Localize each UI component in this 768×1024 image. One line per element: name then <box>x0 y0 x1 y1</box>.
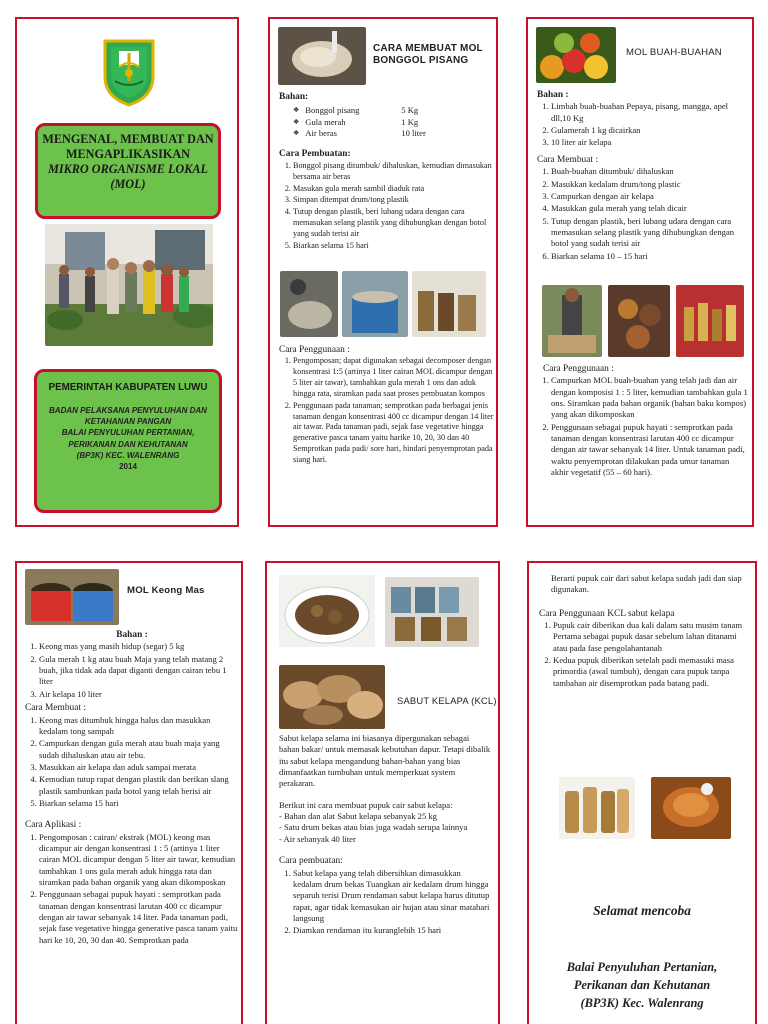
list-item: 2. Gula merah 1 kg atau buah Maja yang telah matang 2 buah, jika tidak ada dapat diganti dengan cairan tebu 1 liter <box>39 654 239 688</box>
bonggol-penggunaan <box>279 344 495 467</box>
list-item: 1. Campurkan MOL buah-buahan yang telah jadi dan air dengan komposisi 1 : 5 liter, kemudian tambahkan gula 1 ons. Siramkan pada bahan organik (bahan baku kompos) yang akan dikomposkan <box>551 375 749 420</box>
list-item: 2. Gulamerah 1 kg dicairkan <box>551 125 749 136</box>
gov-title: PEMERINTAH KABUPATEN LUWU <box>48 382 208 393</box>
sabut-title: SABUT KELAPA (KCL) <box>397 695 497 706</box>
panel-cover <box>15 17 239 527</box>
bonggol-pembuatan-heading: Cara Pembuatan: <box>279 149 351 160</box>
sabut-pembuatan-heading: Cara pembuatan: <box>279 856 343 867</box>
list-item: 2. Penggunaan sebagai pupuk hayati : semprotkan pada tanaman dengan konsentrasi larutan 400 cc dicampur dengan air tawar sebanyak 14 liter. Untuk tanaman padi, waktu penyemprotan dilakukan pada umur tanaman akhir vegetatif (55 – 60 hari). <box>551 422 749 479</box>
list-item: - Satu drum bekas atau bias juga wadah serupa lainnya <box>279 822 468 833</box>
buah-process-photo-1 <box>542 285 602 357</box>
buah-bahan-list <box>537 101 749 148</box>
gov-year: 2014 <box>119 461 137 471</box>
bonggol-process-photo-1 <box>280 271 338 337</box>
list-item: 2. Masukan gula merah sambil diaduk rata <box>293 184 495 195</box>
list-item: 3. Campurkan dengan air kelapa <box>551 191 749 202</box>
bonggol-penggunaan-list <box>279 356 495 465</box>
kcl-bottles-photo <box>559 777 635 839</box>
buah-bahan-heading: Bahan : <box>537 90 569 100</box>
list-item: 4. Kemudian tutup rapat dengan plastik dan berikan slang plastik sambunkan pada botol yang telah berisi air <box>39 774 239 797</box>
closing-greeting: Selamat mencoba <box>593 903 691 918</box>
bonggol-title-line2: BONGGOL PISANG <box>373 55 469 66</box>
buah-content <box>537 89 749 263</box>
gov-line4: PERIKANAN DAN KEHUTANAN <box>68 439 188 449</box>
fruits-photo <box>536 27 616 83</box>
buah-membuat-list <box>537 166 749 262</box>
keong-title: MOL Keong Mas <box>127 585 205 596</box>
keong-aplikasi-list <box>25 832 239 946</box>
gov-line3: BALAI PENYULUHAN PERTANIAN, <box>61 428 195 438</box>
cover-title-line2: MENGAPLIKASIKAN <box>66 147 190 161</box>
panel-keong-mas <box>15 561 243 1024</box>
buah-title: MOL BUAH-BUAHAN <box>626 47 722 58</box>
list-item: 2. Kedua pupuk diberikan setelah padi memasuki masa primordia (awal tumbuh), dengan cara pupuk tanpa tambahan air disemprotkan pada batang padi. <box>553 655 749 689</box>
sign-line1: Balai Penyuluhan Pertanian, <box>566 960 718 974</box>
list-item: 1. Bonggol pisang ditumbuk/ dihaluskan, kemudian dimasukan bersama air beras <box>293 161 495 183</box>
cover-title-line1: MENGENAL, MEMBUAT DAN <box>42 132 214 146</box>
panel-bonggol-pisang <box>268 17 498 527</box>
cover-photo-farmers <box>45 224 213 346</box>
panel-sabut-kelapa <box>265 561 500 1024</box>
cover-title-line3: MIKRO ORGANISME LOKAL <box>48 162 208 176</box>
buah-membuat-heading: Cara Membuat : <box>537 154 598 165</box>
keong-membuat-list <box>25 715 239 810</box>
sign-line3: (BP3K) Kec. Walenrang <box>580 995 704 1010</box>
banana-stump-photo <box>278 27 366 85</box>
snail-buckets-photo <box>25 569 119 625</box>
list-item: 3. Masukkan air kelapa dan aduk sampai merata <box>39 762 239 773</box>
list-item: 1. Sabut kelapa yang telah dibersihkan dimasukkan kedalam drum bekas Tuangkan air kedalam drum hingga separuh terisi Drum rendaman sabut kelapa harus ditutup rapat, agar tidak kemasukan air hujan atau sinar matahari langsung <box>293 868 491 925</box>
cover-government-box <box>34 369 222 513</box>
list-item: 5. Biarkan selama 15 hari <box>293 241 495 252</box>
bonggol-pembuatan-list <box>279 161 495 252</box>
closing-intro: Berarti pupuk cair dari sabut kelapa sudah jadi dan siap digunakan. <box>551 573 742 595</box>
sabut-berikut: Berikut ini cara membuat pupuk cair sabut kelapa: <box>279 799 453 810</box>
list-item: 2. Masukkan kedalam drum/tong plastic <box>551 179 749 190</box>
jars-photo <box>385 577 479 647</box>
buah-process-photo-3 <box>676 285 744 357</box>
list-item: ❖ Air beras 10 liter <box>293 128 495 139</box>
bonggol-process-photo-3 <box>412 271 486 337</box>
luwu-emblem-logo <box>101 37 157 107</box>
sabut-intro: Sabut kelapa selama ini biasanya dipergunakan sebagai bahan bakar/ untuk memasak kebutuhan dapur. Tetapi dibalik itu sabut kelapa mengandung bahan-bahan yang bias dimanfaatkan tumbuhan untuk memperkuat system perakaran. <box>279 733 491 789</box>
list-item: 5. Biarkan selama 15 hari <box>39 798 239 809</box>
sabut-pembuatan-list <box>279 868 491 937</box>
list-item: 5. Tutup dengan plastik, beri lubang udara dengan cara memasukan selang plastik yang dihubungkan dengan botol yang sudah terisi air <box>551 216 749 250</box>
list-item: 1. Pupuk cair diberikan dua kali dalam satu musim tanam Pertama sebagai pupuk dasar sebelum lahan ditanami atau pada fase pengolahantanah <box>553 620 749 654</box>
list-item: 4. Tutup dengan plastik, beri lubang udara dengan cara memasukan selang plastik yang dihubungkan dengan botol yang sudah terisi air <box>293 207 495 239</box>
keong-content <box>25 629 239 947</box>
bonggol-process-photo-2 <box>342 271 408 337</box>
closing-signature <box>529 959 755 1013</box>
list-item: 2. Diamkan rendaman itu kuranglebih 15 hari <box>293 925 491 936</box>
list-item: ❖ Bonggol pisang 5 Kg <box>293 105 495 116</box>
gov-line2: KETAHANAN PANGAN <box>84 417 172 427</box>
list-item: 2. Penggunaan pada tanaman; semprotkan pada berbagai jenis tanaman dengan konsentrasi 400 cc dicampur dengan 14 liter air tawar. Pada tanaman padi, sejak fase vegetative hingga generative pasca tanam yaitu harike 10, 20, 30 dan 40 Semprotkan pada padi/ sore hari, hindari penyemprotan pada siang hari. <box>293 401 495 466</box>
sign-line2: Perikanan dan Kehutanan <box>573 977 711 992</box>
buah-penggunaan <box>537 363 749 480</box>
sabut-content <box>279 733 491 938</box>
buah-penggunaan-list <box>537 375 749 478</box>
list-item: 3. Simpan ditempat drum/tong plastik <box>293 195 495 206</box>
bonggol-bahan-heading: Bahan: <box>279 92 309 102</box>
list-item: 3. 10 liter air kelapa <box>551 137 749 148</box>
bonggol-content <box>279 91 495 252</box>
list-item: 1. Keong mas ditumbuk hingga halus dan masukkan kedalam tong sampah <box>39 715 239 738</box>
sabut-bahan-list <box>279 811 491 845</box>
gov-line5: (BP3K) KEC. WALENRANG <box>76 450 180 460</box>
list-item: 1. Buah-buahan ditumbuk/ dihaluskan <box>551 166 749 177</box>
list-item: 6. Biarkan selama 10 – 15 hari <box>551 251 749 262</box>
list-item: 1. Keong mas yang masih hidup (segar) 5 kg <box>39 641 239 652</box>
bonggol-bahan-list <box>279 105 495 139</box>
keong-aplikasi-heading: Cara Aplikasi : <box>25 820 82 831</box>
cover-title-box <box>35 123 221 219</box>
bonggol-title-line1: CARA MEMBUAT MOL <box>373 43 483 54</box>
gov-line1: BADAN PELAKSANA PENYULUHAN DAN <box>49 406 207 415</box>
list-item: 4. Masukkan gula merah yang telah dicair <box>551 203 749 214</box>
snail-bowl-photo <box>279 575 375 647</box>
closing-content <box>539 573 749 690</box>
bonggol-penggunaan-heading: Cara Penggunaan : <box>279 345 350 355</box>
list-item: 1. Pengomposan : cairan/ ekstrak (MOL) keong mas dicampur air dengan konsentrasi 1 : 5 (artinya 1 liter cairan MOL dicampur dengan 5 liter air tawar, kemudian tambahkan 1 ons gula merah aduk hingga rata dan siramkan pada bahan organik yang akan dikomposkan <box>39 832 239 889</box>
list-item: 2. Penggunaan sebagai pupuk hayati : semprotkan pada tanaman dengan konsentrasi larutan 400 cc dicampur dengan air tawar sebanyak 14 liter. Pada tanaman padi, sejak fase vegetative hingga generative pasca tanam yaitu hari ke 10, 20, 30 dan 40. Semprotkan pada <box>39 889 239 946</box>
keong-bahan-list <box>25 641 239 700</box>
buah-penggunaan-heading: Cara Penggunaan : <box>543 364 614 374</box>
list-item: 1. Pengomposan; dapat digunakan sebagai decomposer dengan konsentrasi 1:5 (artinya 1 liter cairan MOL dicampur dengan 5 liter air tawar), tambahkan gula merah 1 ons dan aduk hingga rata, siramkan pada saat proses pembuatan kompos <box>293 356 495 399</box>
keong-membuat-heading: Cara Membuat : <box>25 703 86 714</box>
buah-process-photo-2 <box>608 285 670 357</box>
list-item: - Air sebanyak 40 liter <box>279 833 356 844</box>
list-item: - Bahan dan alat Sabut kelapa sebanyak 25 kg <box>279 811 437 822</box>
keong-bahan-heading: Bahan : <box>116 630 148 640</box>
list-item: 1. Limbah buah-buahan Pepaya, pisang, mangga, apel dll,10 Kg <box>551 101 749 124</box>
kcl-drum-photo <box>651 777 731 839</box>
cover-title-line4: (MOL) <box>110 177 146 191</box>
list-item: ❖ Gula merah 1 Kg <box>293 117 495 128</box>
list-item: 3. Air kelapa 10 liter <box>39 689 239 700</box>
kcl-penggunaan-list <box>539 620 749 689</box>
panel-buah-buahan <box>526 17 754 527</box>
kcl-penggunaan-heading: Cara Penggunaan KCL sabut kelapa <box>539 608 675 619</box>
list-item: 2. Campurkan dengan gula merah atau buah maja yang sudah dihaluskan atau air tebu. <box>39 738 239 761</box>
coconut-husk-photo <box>279 665 385 729</box>
panel-closing <box>527 561 757 1024</box>
